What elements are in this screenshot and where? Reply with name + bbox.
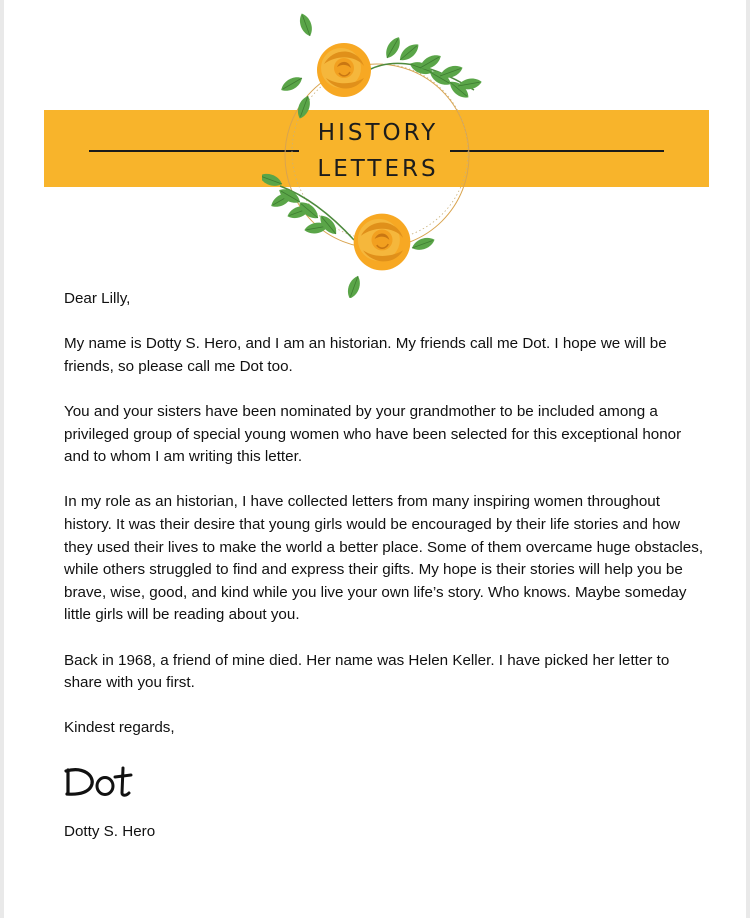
header-title-line1: HISTORY — [317, 120, 439, 146]
closing: Kindest regards, — [64, 719, 175, 737]
letter-paragraph: Back in 1968, a friend of mine died. Her name was Helen Keller. I have picked her letter to share with you first. — [64, 651, 670, 692]
rose-wreath-illustration — [262, 6, 492, 298]
letter-paragraph: In my role as an historian, I have collected letters from many inspiring women throughout history. It was their desire that young girls would be encouraged by their life stories and how they used their lives to make the world a better place. Some of them overcame huge obstacles, while others struggled to find and express their gifts. My hope is their stories will help you be brave, wise, good, and kind while you live your own life’s story. Who knows. Maybe someday little girls will be reading about you. — [64, 493, 704, 624]
salutation: Dear Lilly, — [64, 290, 131, 307]
printed-name: Dotty S. Hero — [64, 823, 156, 840]
signature — [64, 762, 184, 802]
letter-paragraph: You and your sisters have been nominated by your grandmother to be included among a privileged group of special young women who have been selected for this exceptional honor and to whom I am writing this letter. — [64, 402, 682, 466]
header-title-line2: LETTERS — [317, 156, 439, 182]
letter-paragraph: My name is Dotty S. Hero, and I am an historian. My friends call me Dot. I hope we will be friends, so please call me Dot too. — [64, 335, 667, 375]
letter-body — [64, 288, 704, 762]
